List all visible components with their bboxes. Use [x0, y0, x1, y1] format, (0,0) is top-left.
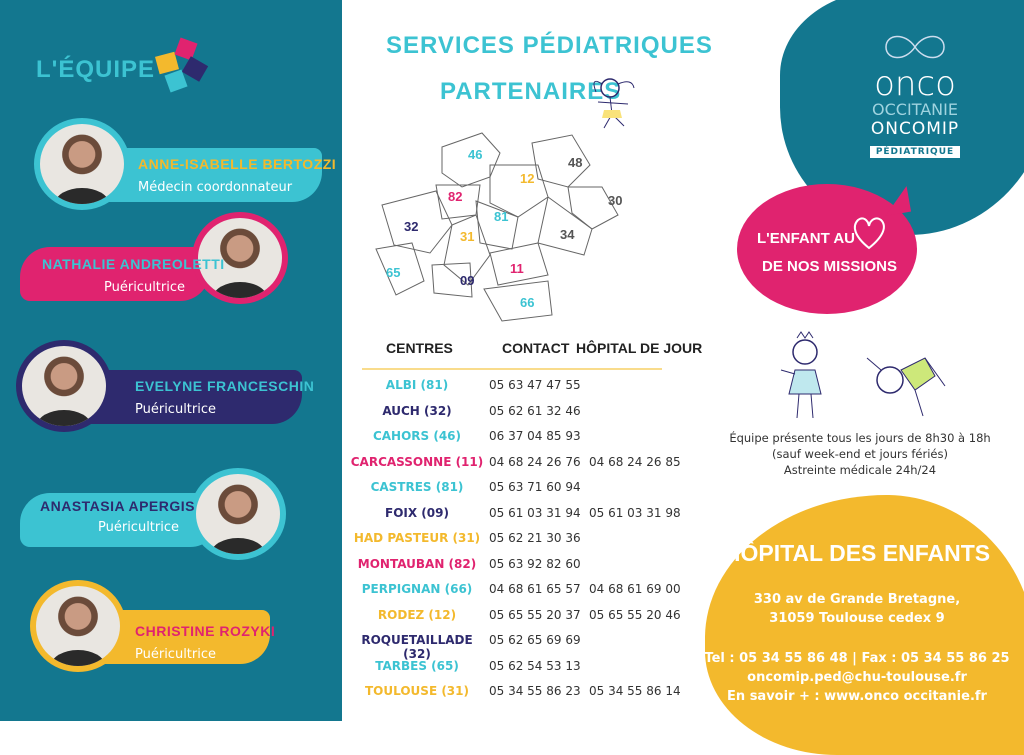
hospital-phone: Tel : 05 34 55 86 48 | Fax : 05 34 55 86 25 — [704, 651, 1010, 666]
member-role: Puéricultrice — [104, 280, 186, 295]
department-label: 48 — [568, 155, 583, 170]
hospital-website[interactable]: En savoir + : www.onco occitanie.fr — [727, 689, 987, 704]
centre-name: PERPIGNAN (66) — [361, 582, 473, 596]
children-drawing-icon — [775, 330, 955, 422]
services-subtitle: PARTENAIRES — [440, 78, 622, 105]
member-photo — [16, 340, 112, 432]
contact-phone: 04 68 24 26 76 — [489, 454, 581, 469]
occitanie-map — [372, 125, 642, 325]
contact-phone: 05 62 21 30 36 — [489, 531, 581, 545]
contact-phone: 05 62 54 53 13 — [489, 658, 581, 673]
table-row — [346, 659, 686, 684]
member-name: EVELYNE FRANCESCHIN — [135, 378, 315, 394]
header-hdj: HÔPITAL DE JOUR — [576, 340, 703, 356]
centre-name: CARCASSONNE (11) — [350, 454, 484, 469]
member-role: Puéricultrice — [135, 402, 217, 417]
centre-name: FOIX (09) — [385, 505, 449, 520]
centre-name: ALBI (81) — [385, 378, 449, 392]
onco-occitanie-logo: onco OCCITANIE ONCOMIP PÉDIATRIQUE — [860, 30, 970, 158]
contact-phone: 05 62 61 32 46 — [489, 403, 581, 418]
hdj-phone: 04 68 61 69 00 — [589, 582, 681, 596]
services-title: SERVICES PÉDIATRIQUES — [386, 32, 713, 59]
table-divider — [362, 368, 662, 370]
department-label: 34 — [560, 227, 575, 242]
hospital-email[interactable]: oncomip.ped@chu-toulouse.fr — [747, 670, 967, 685]
hdj-phone: 05 65 55 20 46 — [589, 607, 681, 622]
team-member — [0, 340, 342, 440]
member-name: CHRISTINE ROZYKI — [135, 623, 276, 639]
hospital-title: HÔPITAL DES ENFANTS — [723, 540, 991, 566]
member-photo — [30, 580, 126, 672]
centre-name: MONTAUBAN (82) — [357, 556, 477, 571]
table-row — [346, 480, 686, 505]
table-row — [346, 582, 686, 607]
table-row — [346, 608, 686, 633]
table-row — [346, 633, 686, 661]
team-panel — [0, 0, 342, 721]
team-title: L'ÉQUIPE — [36, 56, 156, 83]
mission-bubble — [737, 184, 917, 314]
contact-phone: 05 63 92 82 60 — [489, 556, 581, 571]
department-label: 66 — [520, 295, 535, 310]
member-role: Puéricultrice — [135, 647, 217, 662]
centre-name: RODEZ (12) — [377, 607, 457, 622]
department-label: 31 — [460, 229, 475, 244]
hospital-address1: 330 av de Grande Bretagne, — [753, 592, 961, 607]
centre-name: TARBES (65) — [375, 658, 459, 673]
centre-name: ROQUETAILLADE (32) — [361, 633, 473, 661]
department-label: 81 — [494, 209, 509, 224]
department-label: 30 — [608, 193, 623, 208]
hdj-phone: 05 34 55 86 14 — [589, 684, 681, 698]
hdj-phone: 05 61 03 31 98 — [589, 505, 681, 520]
member-photo — [190, 468, 286, 560]
header-centres: CENTRES — [386, 340, 453, 356]
member-photo — [34, 118, 130, 210]
department-label: 46 — [468, 147, 483, 162]
table-row — [346, 557, 686, 582]
mission-line2: DE NOS MISSIONS — [762, 258, 898, 275]
hospital-address2: 31059 Toulouse cedex 9 — [769, 611, 945, 626]
centre-name: CAHORS (46) — [372, 429, 462, 443]
table-row — [346, 404, 686, 429]
heart-icon — [850, 214, 888, 252]
centre-name: TOULOUSE (31) — [365, 684, 469, 698]
member-name: ANASTASIA APERGIS — [40, 498, 195, 514]
header-contact: CONTACT — [502, 340, 570, 356]
centre-name: CASTRES (81) — [370, 480, 464, 494]
hdj-phone: 04 68 24 26 85 — [589, 454, 681, 469]
opening-info: Équipe présente tous les jours de 8h30 à 18h (sauf week-end et jours fériés) Astreinte médicale 24h/24 — [729, 431, 991, 477]
table-row — [346, 531, 686, 556]
contact-phone: 05 61 03 31 94 — [489, 505, 581, 520]
table-row — [346, 378, 686, 403]
contact-phone: 05 63 47 47 55 — [489, 378, 581, 392]
team-member — [0, 118, 342, 218]
member-name: ANNE-ISABELLE BERTOZZI — [138, 156, 337, 172]
member-name: NATHALIE ANDREOLETTI — [42, 256, 225, 272]
team-member — [0, 580, 342, 680]
member-role: Médecin coordonnateur — [138, 180, 293, 195]
puzzle-icon — [155, 36, 215, 96]
table-row — [346, 684, 686, 709]
team-member — [0, 468, 342, 568]
table-row — [346, 506, 686, 531]
department-label: 12 — [520, 171, 535, 186]
contact-phone: 05 62 65 69 69 — [489, 633, 581, 647]
contact-phone: 05 34 55 86 23 — [489, 684, 581, 698]
contact-phone: 04 68 61 65 57 — [489, 582, 581, 596]
table-row — [346, 455, 686, 480]
contact-phone: 05 63 71 60 94 — [489, 480, 581, 494]
department-label: 11 — [510, 261, 524, 276]
member-role: Puéricultrice — [98, 520, 180, 535]
department-label: 32 — [404, 219, 419, 234]
team-member — [0, 212, 342, 312]
infinity-logo-icon — [880, 30, 950, 64]
centre-name: HAD PASTEUR (31) — [353, 531, 481, 545]
contact-phone: 06 37 04 85 93 — [489, 429, 581, 443]
contact-phone: 05 65 55 20 37 — [489, 607, 581, 622]
department-label: 09 — [460, 273, 475, 288]
department-label: 65 — [386, 265, 401, 280]
centre-name: AUCH (32) — [382, 403, 452, 418]
table-row — [346, 429, 686, 454]
mission-line1: L'ENFANT AU — [757, 230, 856, 247]
department-label: 82 — [448, 189, 463, 204]
